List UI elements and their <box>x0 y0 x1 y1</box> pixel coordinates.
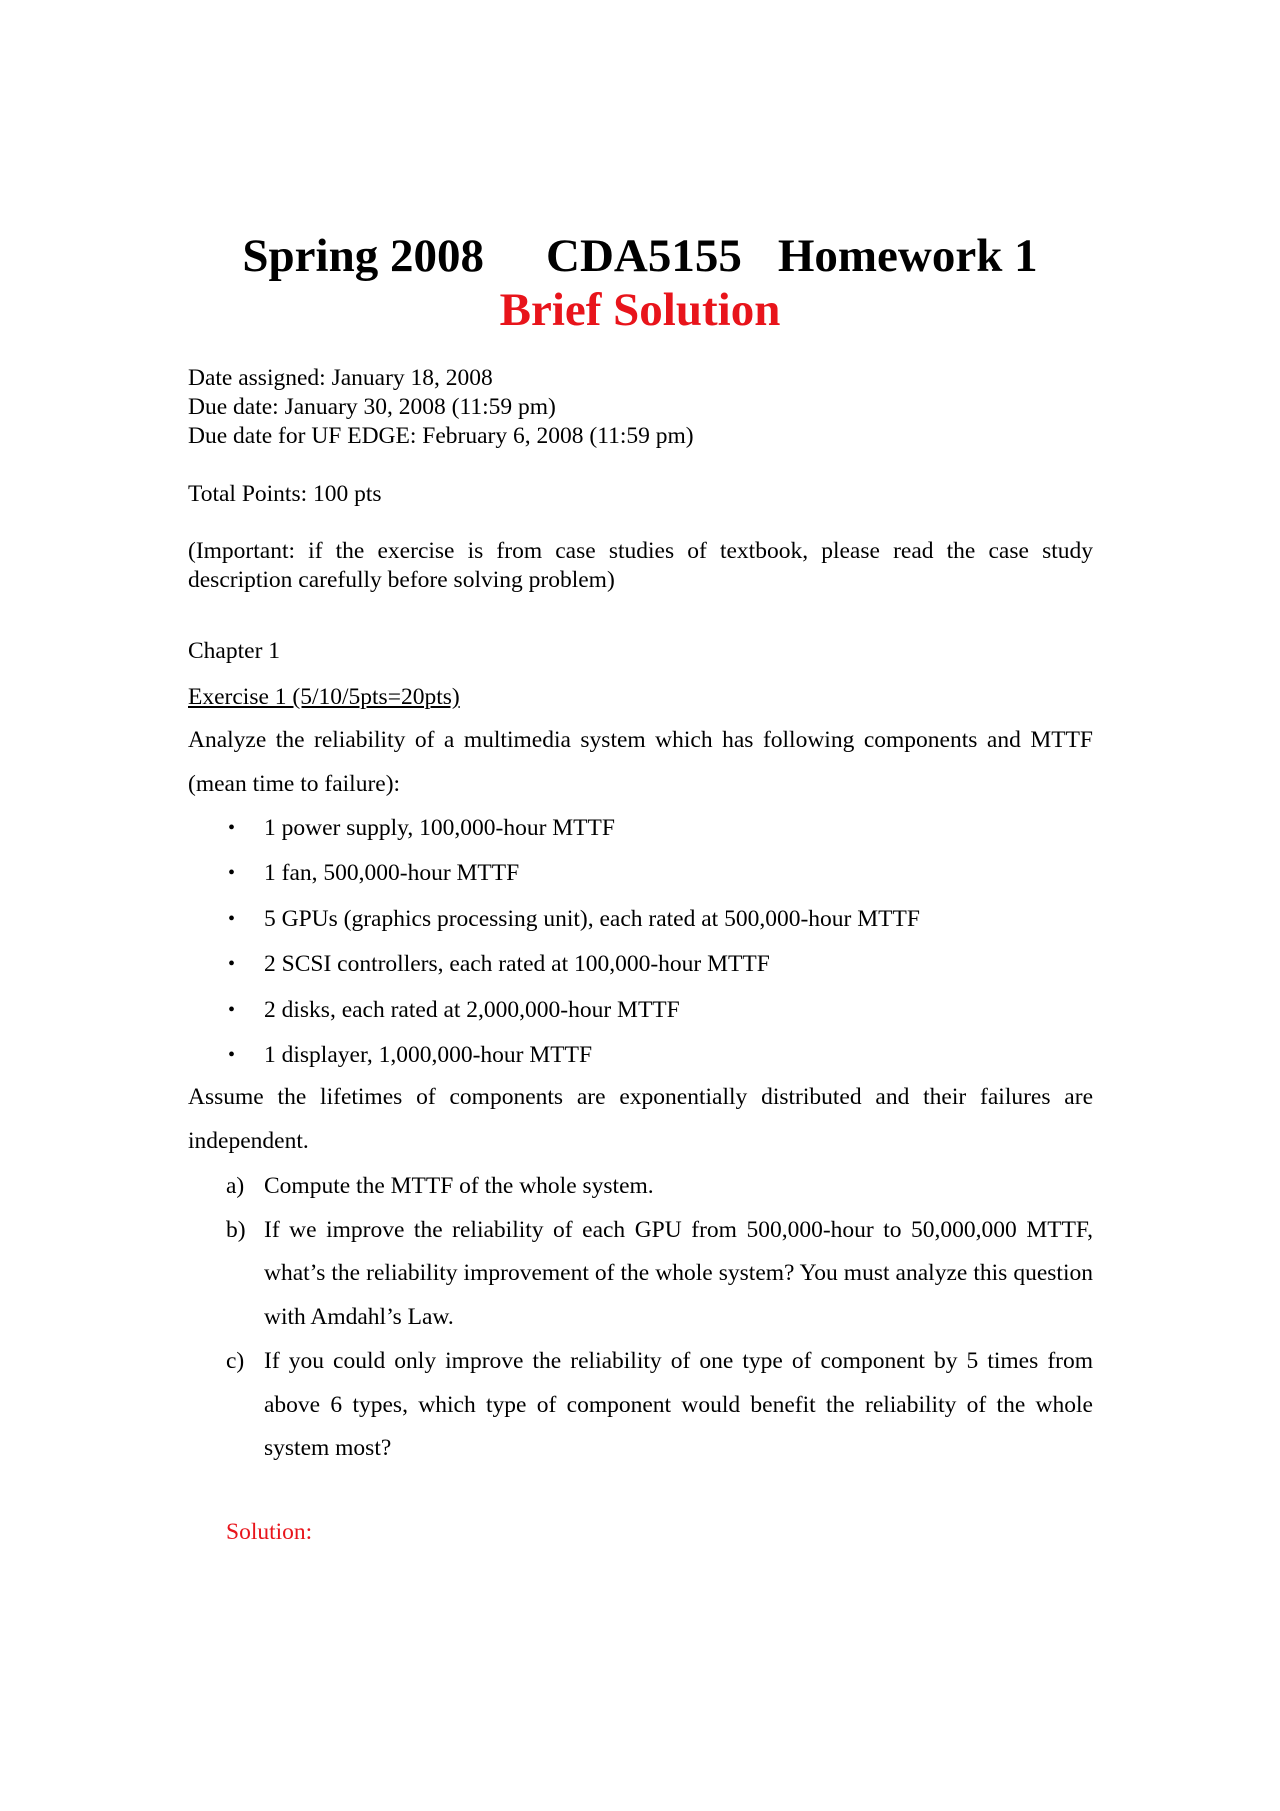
component-text: 2 SCSI controllers, each rated at 100,000-hour MTTF <box>264 951 770 978</box>
due-date-edge: Due date for UF EDGE: February 6, 2008 (11:59 pm) <box>188 423 694 449</box>
bullet-icon: • <box>228 817 236 839</box>
date-assigned: Date assigned: January 18, 2008 <box>188 365 493 391</box>
solution-label: Solution: <box>226 1519 313 1545</box>
question-marker: b) <box>226 1216 246 1243</box>
document-title <box>0 228 1280 284</box>
question-marker: c) <box>226 1347 245 1374</box>
component-text: 1 fan, 500,000-hour MTTF <box>264 860 520 887</box>
component-text: 1 power supply, 100,000-hour MTTF <box>264 815 615 841</box>
assignment-dates <box>188 364 1093 451</box>
list-item <box>188 1033 1093 1078</box>
question-text: If you could only improve the reliability of one type of component by 5 times from above 6 types, which type of component would benefit the reliability of the whole system most? <box>264 1347 1093 1462</box>
component-text: 1 displayer, 1,000,000-hour MTTF <box>264 1042 593 1069</box>
list-item <box>188 942 1093 987</box>
bullet-icon: • <box>228 953 236 976</box>
chapter-heading: Chapter 1 <box>188 638 281 664</box>
list-item <box>188 851 1093 896</box>
title-course: CDA5155 <box>546 230 742 282</box>
exercise-intro: Analyze the reliability of a multimedia system which has following components and MTTF (mean time to failure): <box>188 727 1093 797</box>
document-subtitle: Brief Solution <box>499 284 781 336</box>
question-item <box>188 1340 1093 1471</box>
question-text: Compute the MTTF of the whole system. <box>264 1173 654 1199</box>
exercise-heading: Exercise 1 (5/10/5pts=20pts) <box>188 684 460 710</box>
bullet-icon: • <box>228 998 236 1021</box>
title-assignment: Homework 1 <box>777 230 1038 282</box>
list-item <box>188 897 1093 942</box>
list-item <box>188 988 1093 1033</box>
total-points: Total Points: 100 pts <box>188 481 382 507</box>
question-text: If we improve the reliability of each GPU from 500,000-hour to 50,000,000 MTTF, what’s the reliability improvement of the whole system? You must analyze this question with Amdahl’s Law. <box>264 1216 1093 1331</box>
question-item <box>188 1165 1093 1209</box>
question-list <box>188 1165 1093 1471</box>
list-item <box>188 806 1093 851</box>
bullet-icon: • <box>228 907 236 930</box>
important-note: (Important: if the exercise is from case studies of textbook, please read the case study description carefully before solving problem) <box>188 538 1093 593</box>
bullet-icon: • <box>228 1044 236 1067</box>
component-list <box>188 806 1093 1078</box>
assumption-text: Assume the lifetimes of components are exponentially distributed and their failures are independent. <box>188 1084 1093 1154</box>
component-text: 5 GPUs (graphics processing unit), each rated at 500,000-hour MTTF <box>264 905 920 932</box>
component-text: 2 disks, each rated at 2,000,000-hour MTTF <box>264 996 680 1023</box>
bullet-icon: • <box>228 862 236 885</box>
due-date: Due date: January 30, 2008 (11:59 pm) <box>188 394 556 420</box>
question-marker: a) <box>226 1173 245 1199</box>
question-item <box>188 1209 1093 1340</box>
title-term: Spring 2008 <box>242 230 484 282</box>
